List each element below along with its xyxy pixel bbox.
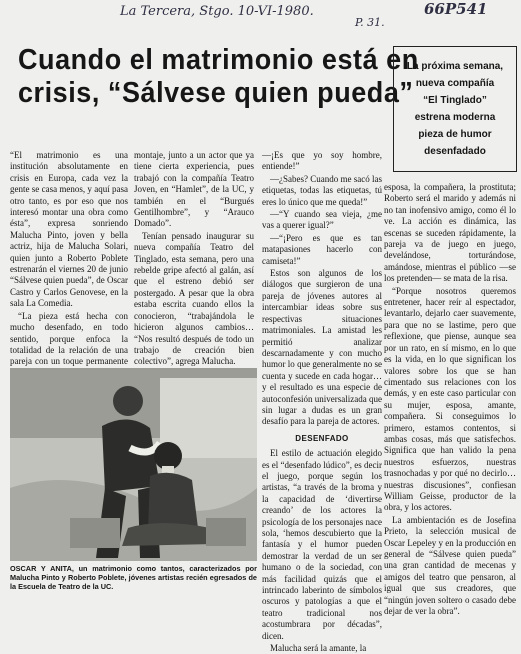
handwritten-page-note: P. 31.: [355, 16, 385, 29]
article-column-2: [134, 150, 254, 367]
handwritten-archive-code: 66P541: [424, 0, 488, 18]
actors-photo-illustration: [10, 368, 257, 561]
promo-text: [403, 58, 507, 160]
promo-line: La próxima semana,: [406, 61, 504, 72]
photo-caption: [10, 564, 257, 592]
headline-line-1: Cuando el matrimonio está en: [18, 44, 419, 76]
article-paragraph: “El matrimonio es una institución absolutamente en crisis en Europa, cada vez la gente se casa menos, y aquí pasa otro tanto, es por eso que nos interesó montar una obra como ésta”, expresa sonriendo Malucha Pinto, joven y bella actriz, hija de Malucha Solari, quien junto a Roberto Poblete estrenarán el viernes 20 de junio “Sálvese quien pueda”, de Oscar Castro y Carlos Genovese, en la sala La Comedia.: [10, 150, 128, 309]
promo-line: “El Tinglado”: [423, 95, 487, 106]
article-paragraph: “La pieza está hecha con mucho desenfado, en todo sentido, porque enfoca la totalidad de la relación de una pareja con un toque permanente: [10, 310, 128, 367]
dialogue-line: —¡Es que yo soy hombre, entiende!”: [262, 150, 382, 172]
article-column-4: [384, 182, 516, 617]
promo-line: nueva compañía: [415, 78, 495, 89]
article-paragraph: “Porque nosotros queremos entretener, hacer reír al espectador, levantarlo, dejarlo caer suavemente, para que no se lastime, pero que reflexione, que piense, aunque sea por un rato, en sí mismo, en lo que es la vida, en lo que significan los valores sobre los que se han cimentado sus relaciones con los demás, y en este caso particular con su mujer, esposa, amante, compañera. Si conseguimos lo primero, estamos contentos, si ambas cosas, más que satisfechos. Significa que han valido la pena nuestros esfuerzos, nuestras trasnochadas y por qué no decirlo… nuestras discusiones”, confiesan William Geisse, productor de la obra, y los actores.: [384, 285, 516, 513]
article-paragraph: El estilo de actuación elegido es el “desenfado lúdico”, es decir el juego, porque según los artistas, “a través de la broma y la capacidad de ‘divertirse creando’ de los actores la psicología de los personajes nace sola, ‘hemos descubierto que la fantasía y el humor pueden demostrar la verdad de un ser humano o de la sociedad, con más facilidad quizás que el intrincado laberinto de símbolos oscuros y patologías a que el teatro tradicional nos acostumbrara por décadas”, dicen.: [262, 448, 382, 641]
article-paragraph: esposa, la compañera, la prostituta; Roberto será el marido y además ni no tan inofensivo amigo, como él lo ve. La acción es dinámica, las escenas se suceden rápidamente, la pareja va de juego en juego, develándose, torturándose, amándose, mientras el público —se los pretenden— se mata de la risa.: [384, 182, 516, 284]
article-paragraph: La ambientación es de Josefina Prieto, la selección musical de Oscar Lepeley y en la producción en general de “Sálvese quien pueda” una gran cantidad de mecenas y amigos del teatro que pensaron, al igual que sus creadores, que “ningún joven soltero o casado debe dejar de ver la obra”.: [384, 514, 516, 617]
dialogue-line: —“Y cuando sea vieja, ¿me vas a querer igual?”: [262, 209, 382, 231]
actors-photo: [10, 368, 257, 561]
handwritten-source-note: La Tercera, Stgo. 10-VI-1980.: [120, 4, 314, 19]
photo-caption-lead: OSCAR Y ANITA,: [10, 564, 74, 573]
article-paragraph: Tenían pensado inaugurar su nueva compañía Teatro del Tinglado, esta semana, pero una rebelde gripe afectó al galán, así que el estreno debió ser postergado. A pesar que la obra estaba escrita cuando ellos la conocieron, “trabajándola le hicieron algunos cambios… “Nos resultó después de todo un trabajo de creación bien colectivo”, agrega Malucha.: [134, 230, 254, 367]
article-paragraph: Estos son algunos de los diálogos que surgieron de una pareja de jóvenes autores al intercambiar ideas sobre sus respectivas situaciones matrimoniales. La amistad les permitió analizar descarnadamente y con mucho humor lo que generalmente no se cuenta y sucede en cada hogar… y el resultado es una especie de autoconfesión universalizada que sin lugar a dudas es un gran desafío para la pareja de actores.: [262, 268, 382, 427]
photo-caption-text: un matrimonio como tantos, caracterizados por Malucha Pinto y Roberto Poblete, jóvenes artistas recién egresados de la Escuela de Teatro de la UC.: [10, 564, 257, 592]
promo-line: desenfadado: [424, 146, 486, 157]
dialogue-line: —¿Sabes? Cuando me sacó las etiquetas, todas las etiquetas, tú eres lo único que me queda!”: [262, 173, 382, 207]
dialogue-line: —“¡Pero es que es tan matapasiones hacerlo con camiseta!”: [262, 232, 382, 266]
article-paragraph: Malucha será la amante, la: [270, 643, 367, 654]
section-subhead-desenfado: DESENFADO: [295, 433, 349, 443]
promo-box: [393, 46, 517, 172]
promo-line: estrena moderna: [414, 112, 496, 123]
headline-line-2: crisis, “Sálvese quien pueda”: [18, 77, 414, 109]
article-paragraph: montaje, junto a un actor que ya tiene cierta experiencia, pues trabajó con la compañía Teatro Joven, en “Hamlet”, de la UC, y también en el “Burgués Gentilhombre”, y “Arauco Domado”.: [134, 150, 254, 229]
article-column-3: [262, 150, 382, 654]
headline: [18, 44, 419, 110]
promo-line: pieza de humor: [418, 129, 492, 140]
